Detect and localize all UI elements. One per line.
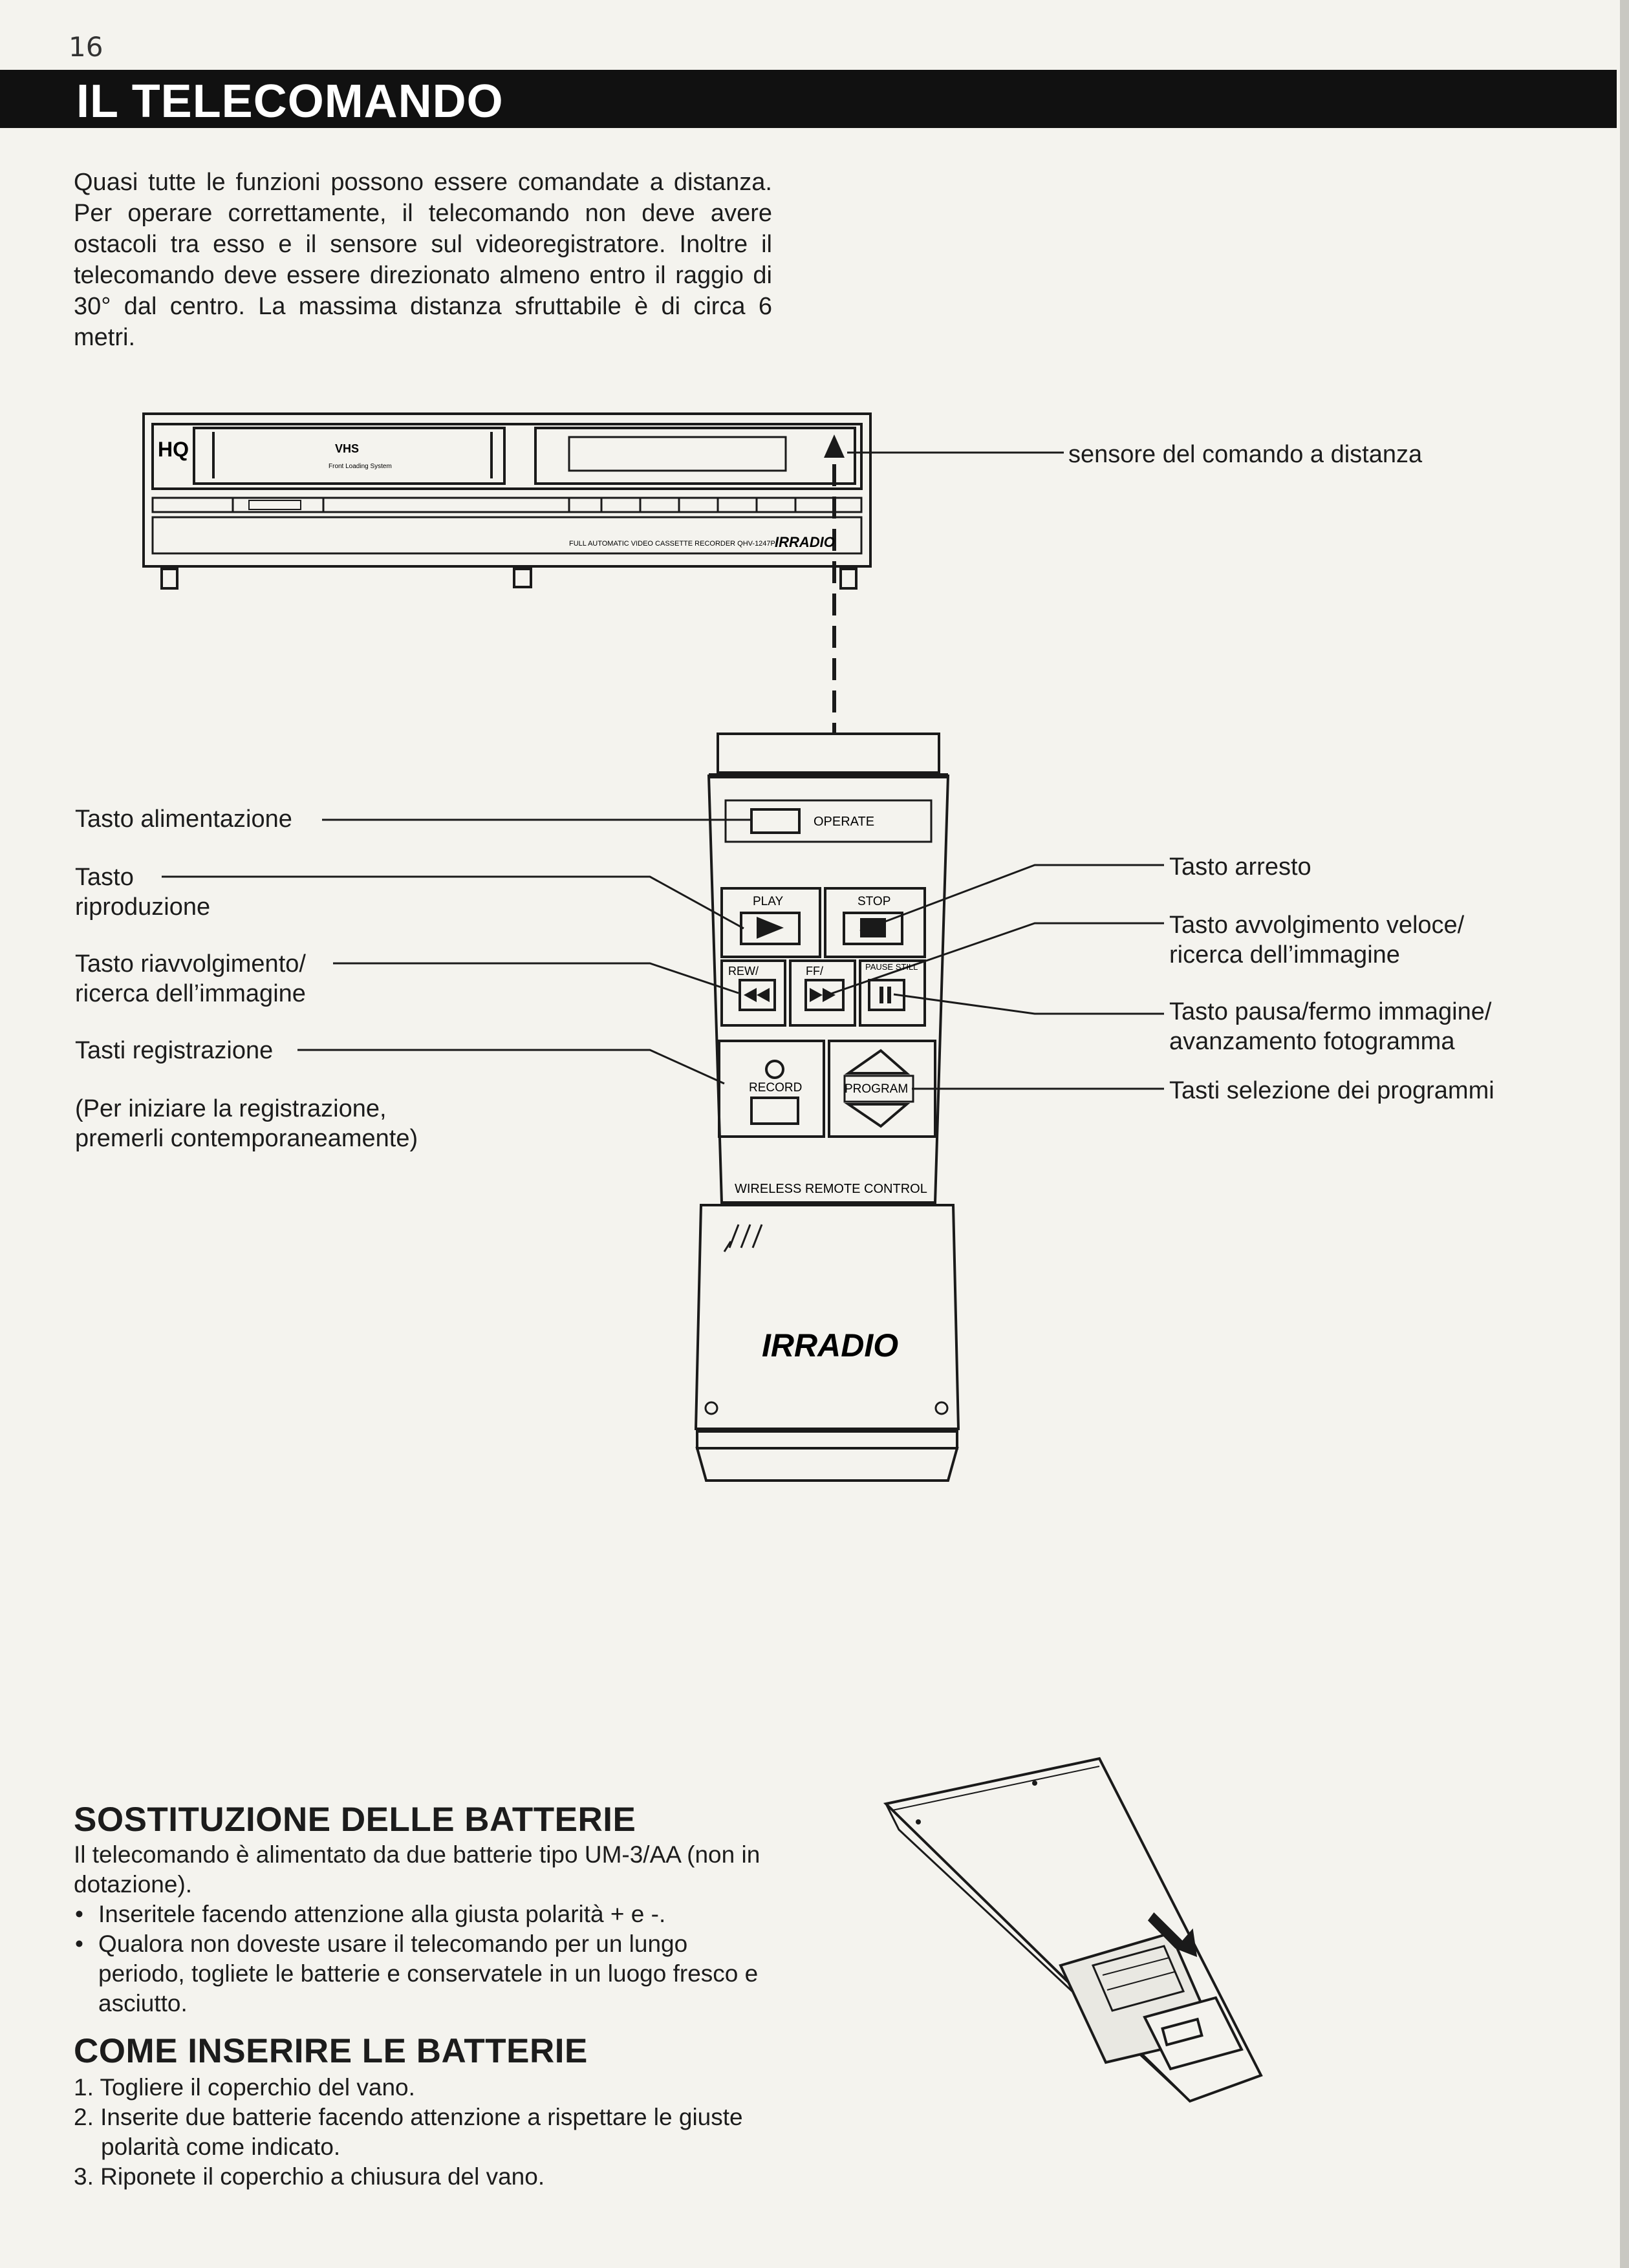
label-rew-line2: ricerca dell’immagine bbox=[75, 980, 306, 1007]
remote-illustration bbox=[696, 734, 958, 1481]
intro-paragraph: Quasi tutte le funzioni possono essere comandate a distanza. Per operare correttamente, il telecomando non deve avere ostacoli tra esso e il sensore sul videoregistratore. Inoltre il telecomando deve essere direzionato almeno entro il raggio di 30° dal centro. La massima distanza sfruttabile è di circa 6 metri. bbox=[74, 169, 772, 351]
label-ff-line2: ricerca dell’immagine bbox=[1169, 941, 1400, 968]
label-program: Tasti selezione dei programmi bbox=[1169, 1077, 1494, 1104]
label-power-button: Tasto alimentazione bbox=[75, 806, 292, 833]
rew-button-label: REW/ bbox=[728, 965, 759, 978]
vcr-logo: IRRADIO bbox=[775, 534, 835, 550]
vcr-hq-label: HQ bbox=[158, 438, 189, 461]
batteries-bullet: • Inseritele facendo attenzione alla giusta polarità + e -. bbox=[74, 1899, 766, 1929]
remote-footer-text: WIRELESS REMOTE CONTROL bbox=[735, 1182, 927, 1196]
vcr-model-text: FULL AUTOMATIC VIDEO CASSETTE RECORDER QHV-1247P bbox=[569, 540, 775, 548]
label-stop: Tasto arresto bbox=[1169, 853, 1311, 881]
remote-logo: IRRADIO bbox=[762, 1327, 899, 1364]
insert-steps bbox=[74, 2073, 766, 2192]
batteries-heading: SOSTITUZIONE DELLE BATTERIE bbox=[74, 1801, 636, 1839]
insert-step: 2. Inserite due batterie facendo attenzione a rispettare le giuste polarità come indicato. bbox=[74, 2104, 743, 2160]
operate-button-label: OPERATE bbox=[814, 815, 875, 829]
record-button-label: RECORD bbox=[749, 1081, 803, 1095]
page-title: IL TELECOMANDO bbox=[76, 76, 504, 127]
label-play-line1: Tasto bbox=[75, 864, 134, 891]
label-rew-line1: Tasto riavvolgimento/ bbox=[75, 950, 306, 978]
batteries-section bbox=[74, 1840, 766, 2018]
vcr-front-loading: Front Loading System bbox=[329, 463, 392, 470]
play-button-label: PLAY bbox=[753, 895, 784, 908]
label-pause-line2: avanzamento fotogramma bbox=[1169, 1028, 1455, 1055]
ff-button-label: FF/ bbox=[806, 965, 823, 978]
batteries-bullet: • Qualora non doveste usare il telecomando per un lungo periodo, togliete le batterie e conservatele in un luogo fresco e asciutto. bbox=[74, 1929, 766, 2018]
vcr-illustration bbox=[144, 414, 870, 588]
insert-step: 1. Togliere il coperchio del vano. bbox=[74, 2074, 415, 2101]
vcr-vhs-label: VHS bbox=[335, 442, 360, 455]
label-record-note-line1: (Per iniziare la registrazione, bbox=[75, 1095, 387, 1122]
label-play-line2: riproduzione bbox=[75, 893, 211, 921]
batteries-text: Il telecomando è alimentato da due batterie tipo UM-3/AA (non in dotazione). bbox=[74, 1841, 761, 1898]
pause-icon bbox=[879, 987, 883, 1003]
stop-button-label: STOP bbox=[858, 895, 891, 908]
battery-illustration bbox=[879, 1752, 1280, 2114]
sensor-label: sensore del comando a distanza bbox=[1068, 441, 1423, 468]
label-record: Tasti registrazione bbox=[75, 1037, 274, 1064]
page-number: 16 bbox=[69, 31, 103, 63]
program-button-label: PROGRAM bbox=[845, 1082, 909, 1096]
insert-step: 3. Riponete il coperchio a chiusura del vano. bbox=[74, 2163, 545, 2190]
pause-button-label: PAUSE STILL bbox=[865, 962, 918, 972]
label-record-note-line2: premerli contemporaneamente) bbox=[75, 1125, 418, 1152]
label-pause-line1: Tasto pausa/fermo immagine/ bbox=[1169, 998, 1492, 1025]
label-ff-line1: Tasto avvolgimento veloce/ bbox=[1169, 912, 1465, 939]
stop-square-icon bbox=[860, 918, 886, 937]
insert-heading: COME INSERIRE LE BATTERIE bbox=[74, 2032, 588, 2070]
